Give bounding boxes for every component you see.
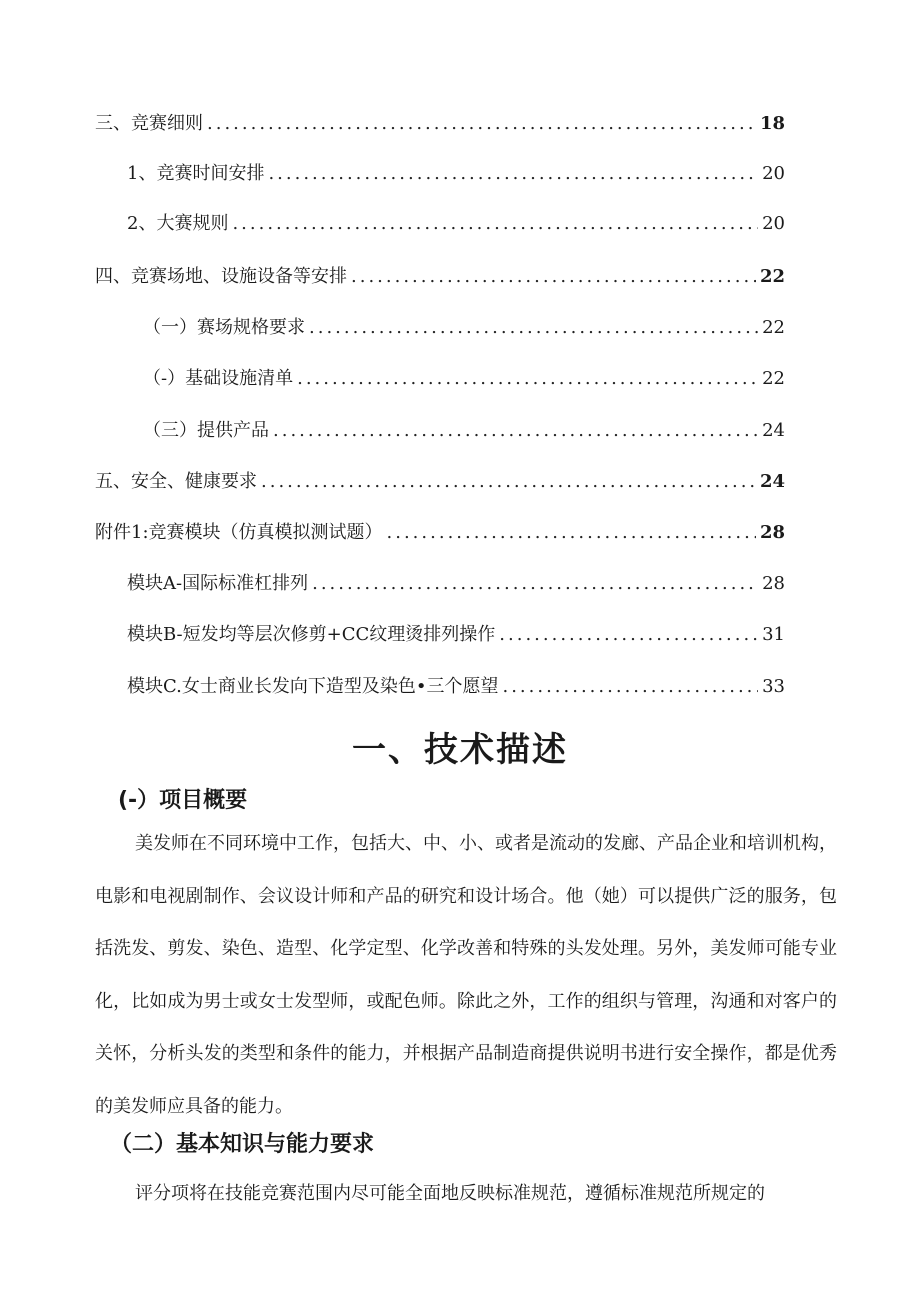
toc-leader-dots: [261, 469, 756, 495]
toc-leader-dots: [387, 520, 756, 546]
toc-leader-dots: [499, 622, 758, 648]
toc-leader-dots: [309, 315, 758, 341]
toc-page-number: 24: [759, 471, 785, 492]
toc-entry[interactable]: [95, 520, 785, 546]
toc-leader-dots: [232, 211, 758, 237]
toc-label: 三、竞赛细则: [95, 113, 203, 134]
toc-entry[interactable]: [127, 674, 785, 700]
toc-page-number: 28: [762, 573, 785, 594]
toc-label: 模块C.女士商业长发向下造型及染色•三个愿望: [127, 676, 499, 697]
toc-page-number: 20: [762, 213, 785, 234]
toc-label: 模块B-短发均等层次修剪+CC纹理烫排列操作: [127, 624, 496, 645]
toc-page-number: 31: [762, 624, 785, 645]
toc-label: 五、安全、健康要求: [95, 471, 257, 492]
toc-page-number: 22: [762, 317, 785, 338]
toc-label: 四、竞赛场地、设施设备等安排: [95, 266, 347, 287]
toc-label: 模块A-国际标准杠排列: [127, 573, 309, 594]
toc-page-number: 33: [762, 676, 785, 697]
toc-leader-dots: [312, 571, 758, 597]
paragraph-text: 评分项将在技能竞赛范围内尽可能全面地反映标准规范，遵循标准规范所规定的: [135, 1183, 765, 1204]
toc-entry[interactable]: [127, 622, 785, 648]
subsection-heading: （二）基本知识与能力要求: [110, 1132, 375, 1157]
toc-leader-dots: [351, 264, 756, 290]
toc-entry[interactable]: [143, 418, 785, 444]
paragraph-text: 美发师在不同环境中工作，包括大、中、小、或者是流动的发廊、产品企业和培训机构，电影和电视剧制作、会议设计师和产品的研究和设计场合。他（她）可以提供广泛的服务，包括洗发、剪发、染色、造型、化学定型、化学改善和特殊的头发处理。另外，美发师可能专业化，比如成为男士或女士发型师，或配色师。除此之外，工作的组织与管理，沟通和对客户的关怀，分析头发的类型和条件的能力，并根据产品制造商提供说明书进行安全操作，都是优秀的美发师应具备的能力。: [95, 833, 837, 1117]
toc-page-number: 24: [762, 420, 785, 441]
toc-entry[interactable]: [95, 264, 785, 290]
toc-label: （-）基础设施清单: [143, 368, 294, 389]
toc-entry[interactable]: [127, 211, 785, 237]
toc-label: 1、竞赛时间安排: [127, 163, 265, 184]
toc-leader-dots: [207, 111, 756, 137]
subsection-heading: (-）项目概要: [118, 788, 248, 813]
toc-label: （三）提供产品: [143, 420, 269, 441]
toc-leader-dots: [268, 161, 758, 187]
toc-page-number: 22: [762, 368, 785, 389]
toc-label: 附件1:竞赛模块（仿真模拟测试题）: [95, 522, 383, 543]
toc-entry[interactable]: [95, 111, 785, 137]
paragraph: [95, 818, 837, 1133]
toc-page-number: 20: [762, 163, 785, 184]
toc-leader-dots: [297, 366, 758, 392]
toc-entry[interactable]: [127, 161, 785, 187]
toc-leader-dots: [273, 418, 758, 444]
section-title: 一、技术描述: [352, 730, 568, 770]
toc-entry[interactable]: [127, 571, 785, 597]
toc-entry[interactable]: [143, 315, 785, 341]
toc-label: （一）赛场规格要求: [143, 317, 305, 338]
toc-page-number: 28: [759, 522, 785, 543]
paragraph: [95, 1168, 837, 1221]
toc-page-number: 18: [759, 113, 785, 134]
toc-entry[interactable]: [143, 366, 785, 392]
toc-label: 2、大赛规则: [127, 213, 229, 234]
toc-leader-dots: [502, 674, 758, 700]
toc-entry[interactable]: [95, 469, 785, 495]
toc-page-number: 22: [759, 266, 785, 287]
